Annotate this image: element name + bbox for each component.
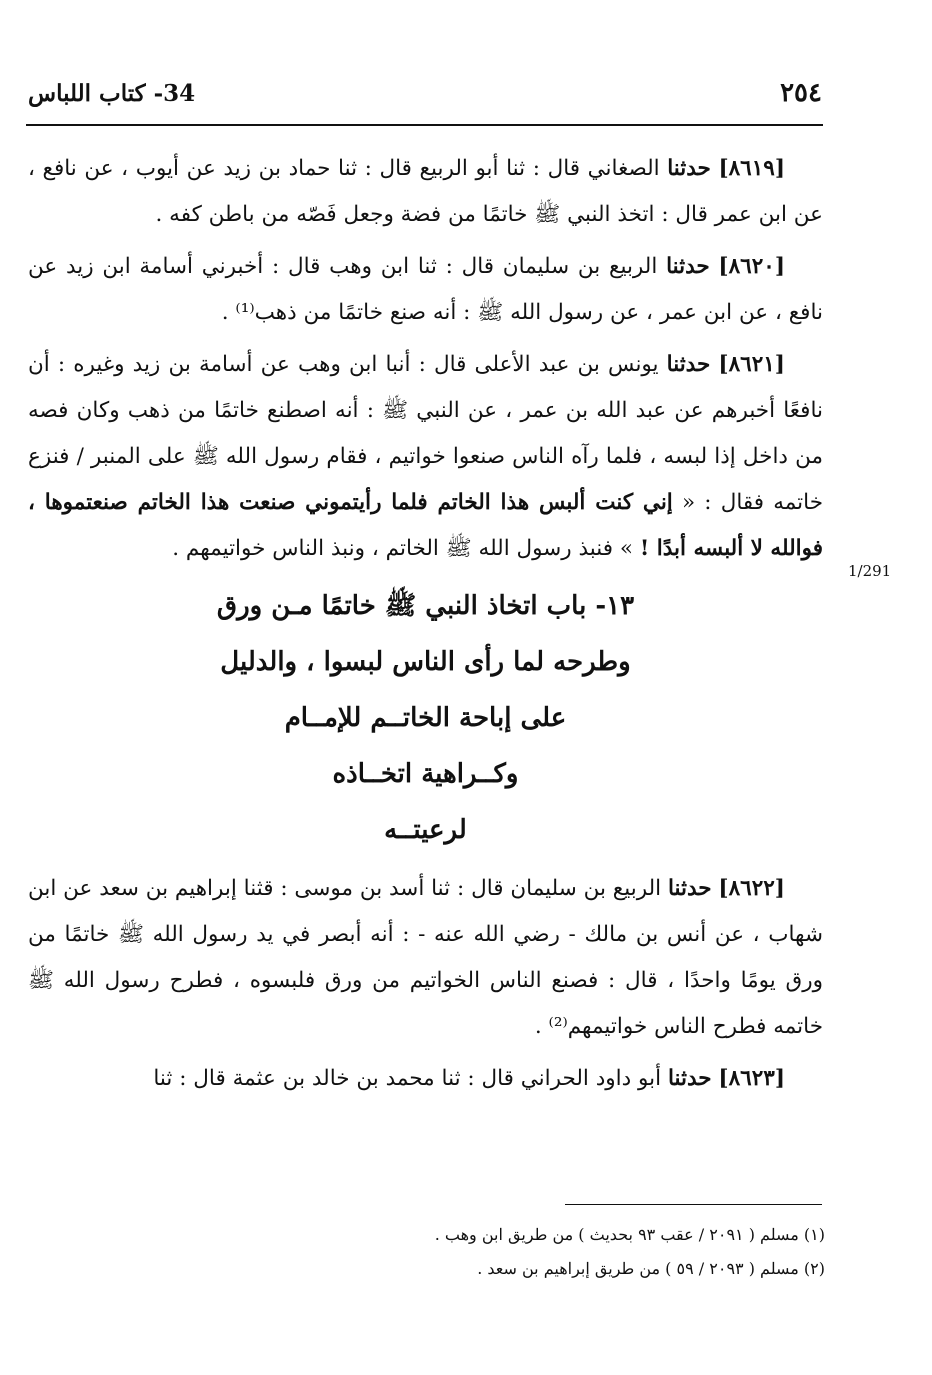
hadith-lead: حدثنا bbox=[666, 254, 710, 279]
hadith-8619 bbox=[28, 146, 823, 238]
hadith-8623 bbox=[28, 1056, 823, 1102]
hadith-text: الربيع بن سليمان قال : ثنا ابن وهب قال : أخبرني أسامة ابن زيد عن نافع ، عن ابن عمر ، عن رسول الله ﷺ : أنه صنع خاتمًا من ذهب⁽¹⁾ . bbox=[28, 254, 823, 325]
hadith-8622 bbox=[28, 866, 823, 1050]
heading-line: وكــراهية اتخــاذه bbox=[332, 759, 519, 789]
heading-line: ١٣- باب اتخاذ النبي ﷺ خاتمًا مـن ورق bbox=[216, 591, 635, 621]
hadith-number: [٨٦١٩] bbox=[718, 156, 786, 181]
footnote-1: (١) مسلم ( ٢٠٩١ / عقب ٩٣ بحديث ) من طريق ابن وهب . bbox=[434, 1225, 825, 1244]
page-number: ٢٥٤ bbox=[780, 78, 822, 108]
heading-line: وطرحه لما رأى الناس لبسوا ، والدليل bbox=[220, 647, 631, 677]
hadith-lead: حدثنا bbox=[667, 1066, 712, 1091]
hadith-quote: إني كنت ألبس هذا الخاتم فلما رأيتموني صنعت هذا الخاتم صنعتموها ، فوالله لا ألبسه أبدًا ! bbox=[28, 490, 823, 561]
chapter-title: 34- كتاب اللباس bbox=[28, 80, 196, 107]
footnotes bbox=[200, 1218, 825, 1286]
hadith-text: يونس بن عبد الأعلى قال : أنبا ابن وهب عن أسامة بن زيد وغيره : أن نافعًا أخبرهم عن عبد الله بن عمر ، عن النبي ﷺ : أنه اصطنع خاتمًا من ذهب وكان فصه من داخل إذا لبسه ، فلما رآه الناس صنعوا خواتيم ، فقام رسول الله ﷺ على المنبر / فنزع خاتمه فقال : « bbox=[28, 352, 823, 515]
header-rule bbox=[26, 124, 823, 126]
footnote-2: (٢) مسلم ( ٢٠٩٣ / ٥٩ ) من طريق إبراهيم بن سعد . bbox=[477, 1259, 825, 1278]
hadith-number: [٨٦٢٣] bbox=[718, 1066, 785, 1091]
hadith-8620 bbox=[28, 244, 823, 336]
page-body bbox=[28, 146, 823, 1108]
hadith-8621 bbox=[28, 342, 823, 572]
hadith-lead: حدثنا bbox=[667, 156, 711, 181]
hadith-lead: حدثنا bbox=[666, 352, 711, 377]
margin-reference: 1/291 bbox=[848, 562, 892, 580]
page-header bbox=[28, 78, 822, 118]
hadith-lead: حدثنا bbox=[667, 876, 712, 901]
hadith-text: أبو داود الحراني قال : ثنا محمد بن خالد بن عثمة قال : ثنا bbox=[153, 1066, 668, 1091]
hadith-number: [٨٦٢١] bbox=[718, 352, 785, 377]
heading-line: لرعيتــه bbox=[384, 815, 467, 845]
heading-line: على إباحة الخاتــم للإمــام bbox=[284, 703, 567, 733]
chapter-heading bbox=[28, 578, 823, 858]
hadith-text-end: » فنبذ رسول الله ﷺ الخاتم ، ونبذ الناس خواتيمهم . bbox=[172, 536, 640, 561]
hadith-text: الصغاني قال : ثنا أبو الربيع قال : ثنا حماد بن زيد عن أيوب ، عن نافع ، عن ابن عمر قال : اتخذ النبي ﷺ خاتمًا من فضة وجعل فَصّه من باطن كفه . bbox=[28, 156, 823, 227]
hadith-number: [٨٦٢٢] bbox=[718, 876, 785, 901]
footnote-rule bbox=[565, 1204, 822, 1205]
hadith-number: [٨٦٢٠] bbox=[718, 254, 785, 279]
hadith-text: الربيع بن سليمان قال : ثنا أسد بن موسى : قثنا إبراهيم بن سعد عن ابن شهاب ، عن أنس بن مالك - رضي الله عنه - : أنه أبصر في يد رسول الله ﷺ خاتمًا من ورق يومًا واحدًا ، قال : فصنع الناس الخواتيم من ورق فلبسوه ، فطرح رسول الله ﷺ خاتمه فطرح الناس خواتيمهم⁽²⁾ . bbox=[28, 876, 823, 1039]
